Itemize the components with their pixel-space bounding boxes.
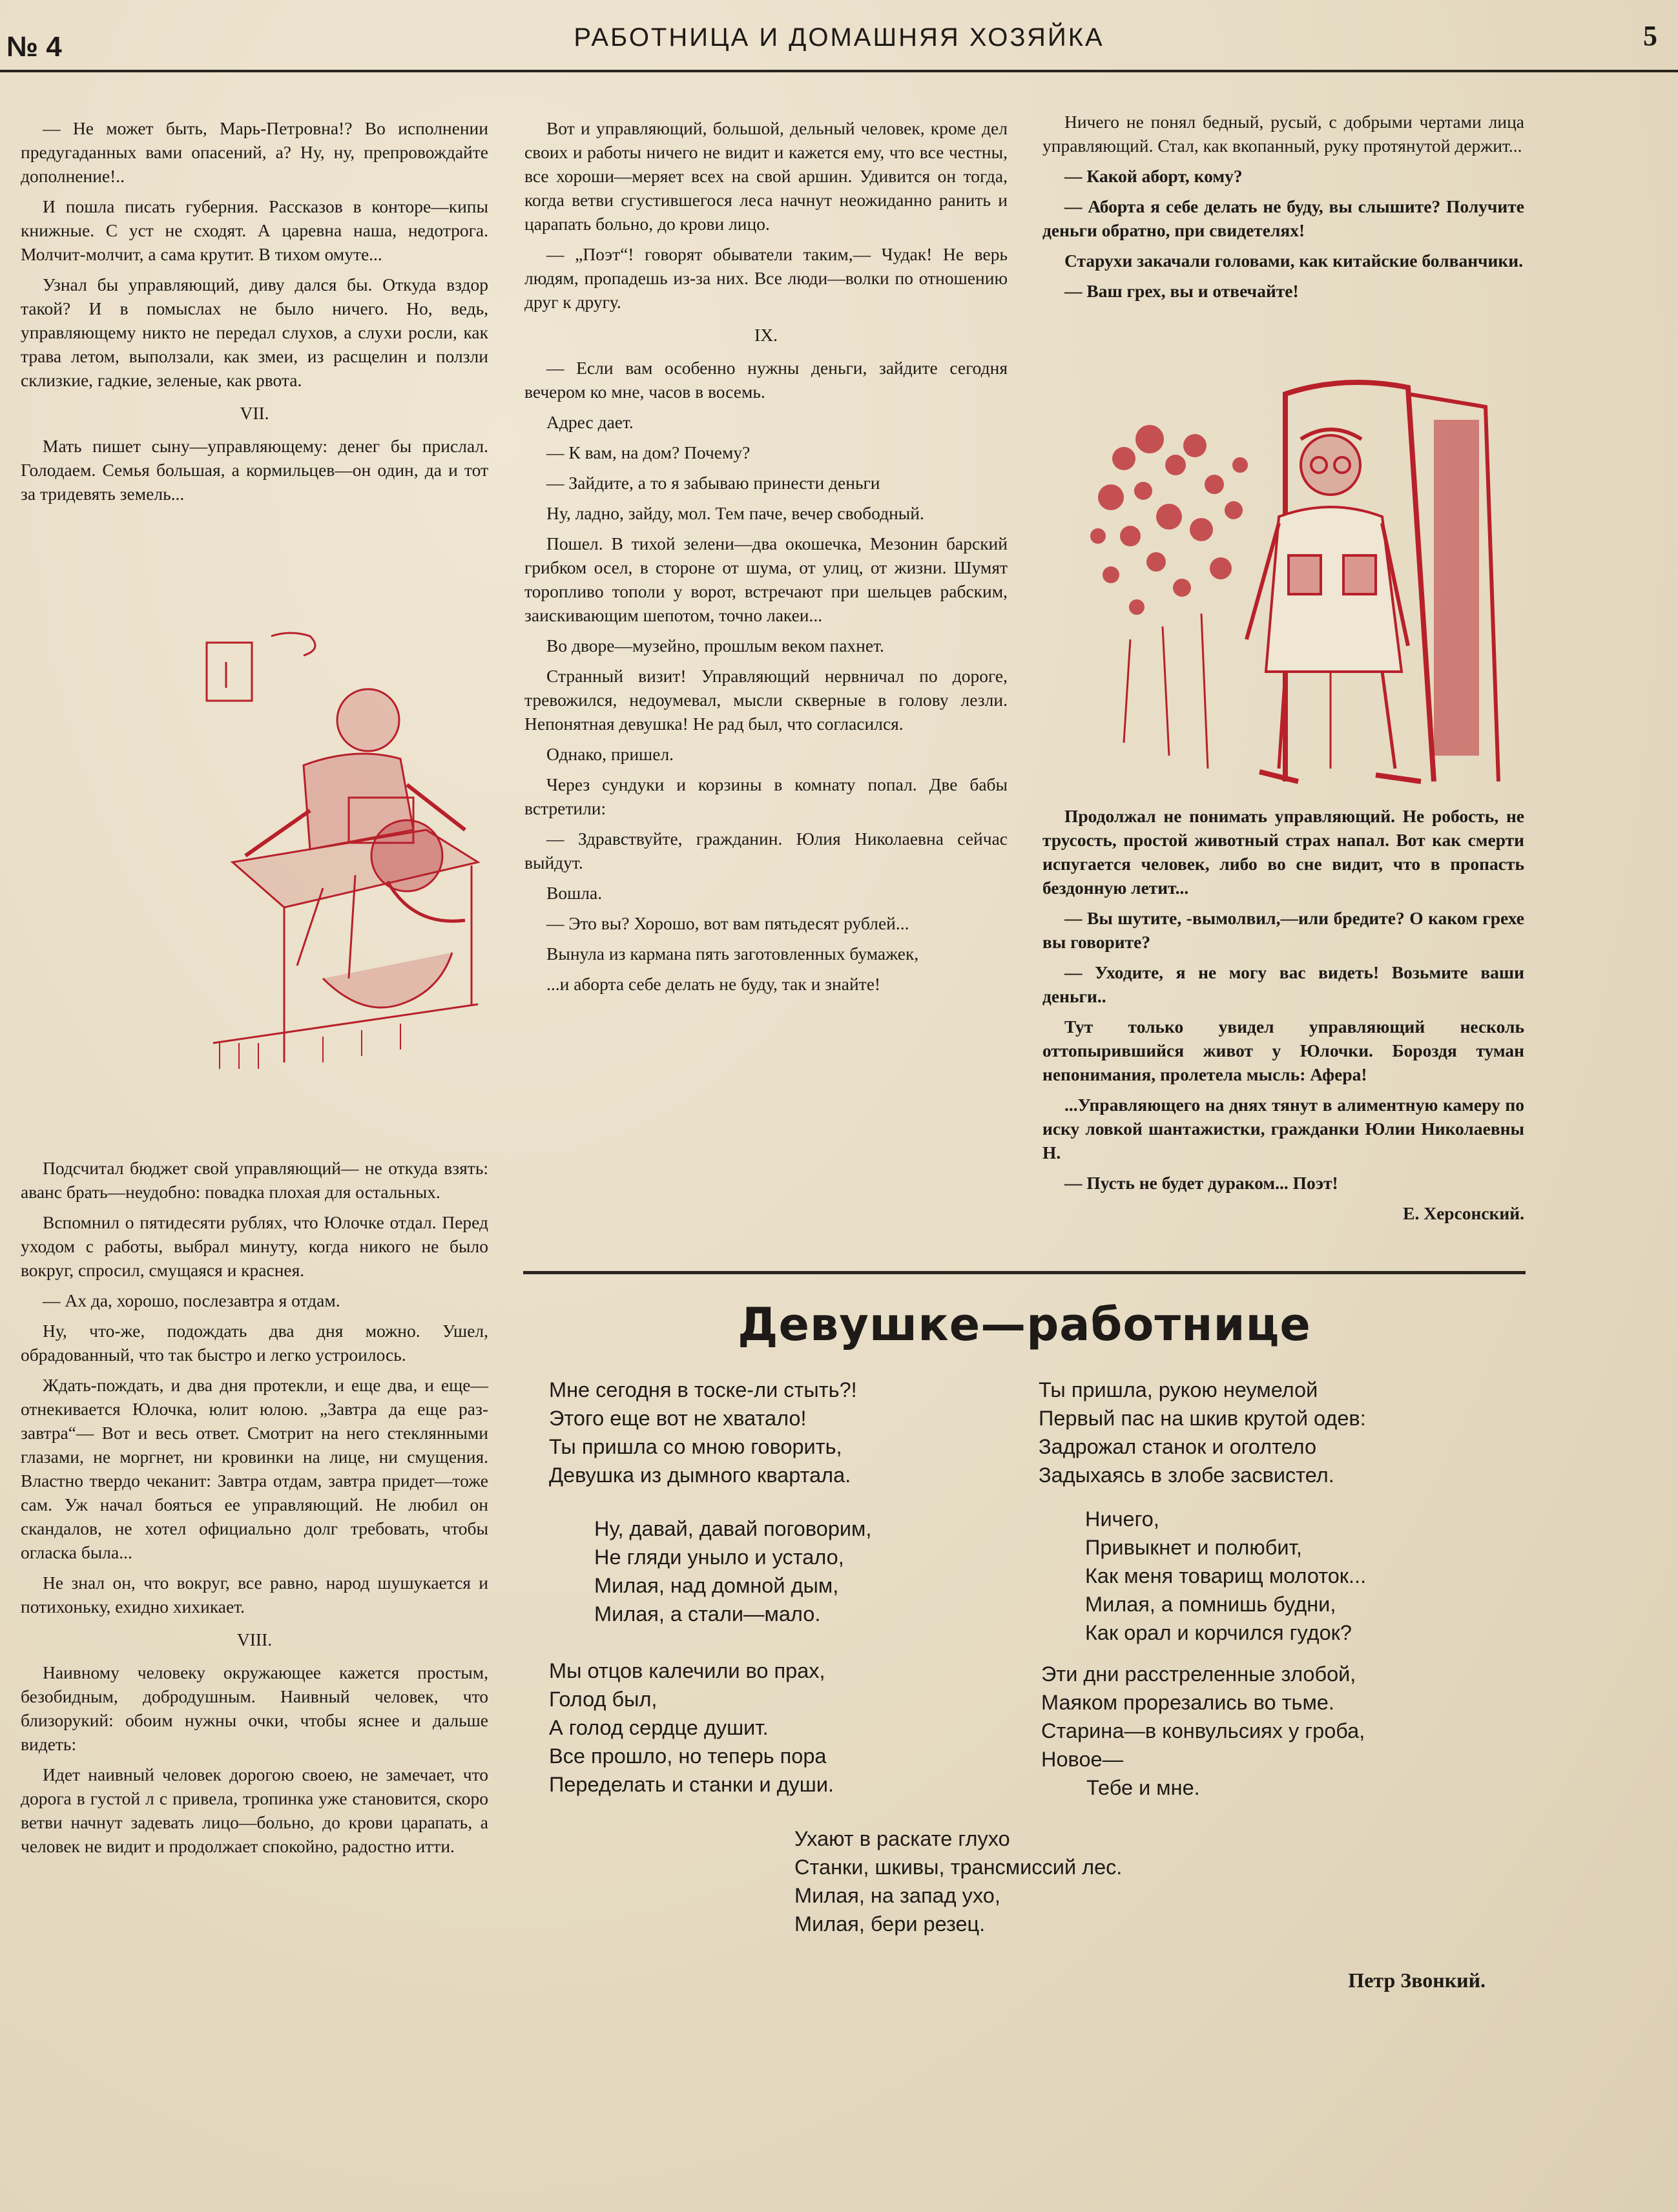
paragraph: — Аборта я себе делать не буду, вы слышите? Получите деньги обратно, при свидетелях! <box>1042 196 1524 240</box>
poem-line: Новое— <box>1041 1748 1124 1771</box>
poem-line: Ты пришла со мною говорить, <box>549 1435 842 1458</box>
paragraph: Узнал бы управляющий, диву дался бы. Откуда вздор такой? И в помыслах не было ничего. Но, ведь, управляющему никто не передал слухов, а слухи росли, как трава летом, выползали, как змеи, из расщелин и ползли склизкие, гадкие, зеленые, как рвота. <box>21 274 488 390</box>
poem-stanza-4 <box>1039 1376 1366 1489</box>
poem-author-signature: Петр Звонкий. <box>1348 1969 1486 1992</box>
paragraph: Вот и управляющий, большой, дельный человек, кроме дел своих и работы ничего не видит и кажется ему, что все честны, все хороши—меряет всех на свой аршин. Удивится он тогда, когда ветви сгустившегося леса начнут неожиданно ранить и царапать больно, до крови лицо. <box>524 118 1008 234</box>
paragraph: Идет наивный человек дорогою своею, не замечает, что дорога в густой л с привела, тропинка уже становится, скоро ветви начнут задевать лицо—больно, до крови царапать, а человек не видит и продолжает спокойно, радостно итти. <box>21 1764 488 1856</box>
section-heading-7: VII. <box>240 403 269 423</box>
poem-line: Станки, шкивы, трансмиссий лес. <box>794 1855 1123 1879</box>
poem-line: Милая, на запад ухо, <box>794 1884 1000 1907</box>
paragraph: Подсчитал бюджет свой управляющий— не откуда взять: аванс брать—неудобно: повадка плохая для остальных. <box>21 1158 488 1202</box>
paragraph: Вынула из кармана пять заготовленных бумажек, <box>546 944 919 964</box>
paragraph: — Здравствуйте, гражданин. Юлия Николаевна сейчас выйдут. <box>524 829 1008 873</box>
issue-number: № 4 <box>6 31 62 63</box>
poem-line: Как меня товарищ молоток... <box>1085 1564 1367 1587</box>
paragraph: ...Управляющего на днях тянут в алиментную камеру по иску ловкой шантажистки, гражданки Юлии Николаевны Н. <box>1042 1095 1524 1163</box>
illustration-man-at-table <box>194 617 491 1082</box>
section-divider <box>523 1271 1526 1274</box>
newspaper-title: РАБОТНИЦА И ДОМАШНЯЯ ХОЗЯЙКА <box>574 23 1104 52</box>
poem-line: Привыкнет и полюбит, <box>1085 1536 1302 1559</box>
poem-line: Мне сегодня в тоске-ли стыть?! <box>549 1378 857 1401</box>
paragraph: — Ваш грех, вы и отвечайте! <box>1064 281 1299 301</box>
column-1-bottom <box>21 1156 488 1865</box>
paragraph: Тут только увидел управляющий несколь оттопырившийся живот у Юлочки. Бороздя туман непонимания, пролетела мысль: Афера! <box>1042 1017 1524 1084</box>
paragraph: — „Поэт“! говорят обыватели таким,— Чудак! Не верь людям, пропадешь из-за них. Все люди—волки по отношению друг к другу. <box>524 244 1008 312</box>
paragraph: Пошел. В тихой зелени—два окошечка, Мезонин барский грибком осел, в стороне от шума, от улиц, от жизни. Шумят торопливо тополи у ворот, встречают при шельцев рабским, заискивающим шепотом, точно лакеи... <box>524 533 1008 625</box>
poem-stanza-3 <box>549 1657 834 1799</box>
poem-stanza-7 <box>794 1824 1122 1938</box>
paragraph: Во дворе—музейно, прошлым веком пахнет. <box>546 636 884 656</box>
paragraph: Странный визит! Управляющий нервничал по дороге, тревожился, недоумевал, мысли скверные в голову лезли. Непонятная девушка! Не рад был, что согласился. <box>524 666 1008 734</box>
paragraph: ...и аборта себе делать не буду, так и знайте! <box>546 974 881 994</box>
paragraph: Ничего не понял бедный, русый, с добрыми чертами лица управляющий. Стал, как вкопанный, руку протянутой держит... <box>1042 112 1524 156</box>
section-heading-9: IX. <box>754 325 778 345</box>
poem-stanza-1 <box>549 1376 857 1489</box>
paragraph: Наивному человеку окружающее кажется простым, безобидным, добродушным. Наивный человек, что близорукий: обоим нужны очки, чтобы яснее и дальше видеть: <box>21 1662 488 1754</box>
poem-line: Милая, а стали—мало. <box>594 1602 821 1626</box>
paragraph: Мать пишет сыну—управляющему: денег бы прислал. Голодаем. Семья большая, а кормильцев—он один, да и тот за тридевять земель... <box>21 436 488 504</box>
paragraph: — Зайдите, а то я забываю принести деньги <box>546 473 880 493</box>
poem-line: А голод сердце душит. <box>549 1716 769 1739</box>
paragraph: И пошла писать губерния. Рассказов в конторе—кипы книжные. С уст не сходят. А царевна наша, недотрога. Молчит-молчит, а сама крутит. В тихом омуте... <box>21 196 488 264</box>
poem-line: Первый пас на шкив крутой одев: <box>1039 1407 1366 1430</box>
poem-line: Не гляди уныло и устало, <box>594 1545 844 1569</box>
section-heading-8: VIII. <box>236 1629 273 1649</box>
poem-line: Этого еще вот не хватало! <box>549 1407 807 1430</box>
paragraph: — Пусть не будет дураком... Поэт! <box>1064 1173 1338 1193</box>
paragraph: — Ах да, хорошо, послезавтра я отдам. <box>43 1290 340 1310</box>
paragraph: — Если вам особенно нужны деньги, зайдите сегодня вечером ко мне, часов в восемь. <box>524 358 1008 402</box>
poem-line: Как орал и корчился гудок? <box>1085 1621 1352 1644</box>
poem-stanza-5 <box>1085 1505 1366 1647</box>
poem-title: Девушке—работнице <box>738 1298 1311 1351</box>
poem-line: Ну, давай, давай поговорим, <box>594 1517 872 1540</box>
paragraph: Вспомнил о пятидесяти рублях, что Юлочке отдал. Перед уходом с работы, выбрал минуту, когда никого не было вокруг, спросил, смущаяся и краснея. <box>21 1212 488 1280</box>
poem-line: Ты пришла, рукою неумелой <box>1039 1378 1318 1401</box>
paragraph: — Не может быть, Марь-Петровна!? Во исполнении предугаданных вами опасений, а? Ну, ну, препровождайте дополнение!.. <box>21 118 488 186</box>
poem-line: Голод был, <box>549 1688 658 1711</box>
paragraph: Ждать-пождать, и два дня протекли, и еще два, и еще—отнекивается Юлочка, юлит юлою. „Завтра да еще раз-завтра“— Вот и весь ответ. Смотрит на него стеклянными глазами, не моргнет, ни кровинки на лице, ни смущения. Властно твердо чеканит: Завтра отдам, завтра придет—тоже сам. Уж начал бояться ее управляющий. Не любил он скандалов, не хотел официально долг требовать, чтобы огласка была... <box>21 1375 488 1562</box>
poem-stanza-2 <box>594 1514 871 1628</box>
paragraph: Ну, ладно, зайду, мол. Тем паче, вечер свободный. <box>546 503 924 523</box>
column-3-top <box>1042 110 1524 309</box>
paragraph: Ну, что-же, подождать два дня можно. Ушел, обрадованный, что так быстро и легко устроилось. <box>21 1321 488 1365</box>
paragraph: Не знал он, что вокруг, все равно, народ шушукается и потихоньку, ехидно хихикает. <box>21 1573 488 1617</box>
paragraph: — Вы шутите, -вымолвил,—или бредите? О каком грехе вы говорите? <box>1042 908 1524 952</box>
illustration-man-in-doorway <box>1072 368 1518 801</box>
paragraph: — К вам, на дом? Почему? <box>546 442 751 462</box>
paragraph: Однако, пришел. <box>546 744 674 764</box>
poem-line: Мы отцов калечили во прах, <box>549 1659 825 1682</box>
page-number: 5 <box>1643 20 1657 52</box>
poem-line: Маяком прорезались во тьме. <box>1041 1691 1334 1714</box>
poem-line: Тебе и мне. <box>1086 1776 1200 1799</box>
column-1-top <box>21 116 488 512</box>
paragraph: — Это вы? Хорошо, вот вам пятьдесят рублей... <box>546 913 909 933</box>
poem-line: Старина—в конвульсиях у гроба, <box>1041 1719 1365 1742</box>
paragraph: Старухи закачали головами, как китайские болванчики. <box>1064 251 1523 271</box>
poem-line: Милая, над домной дым, <box>594 1574 839 1597</box>
author-signature: Е. Херсонский. <box>1403 1203 1524 1223</box>
poem-line: Ничего, <box>1085 1507 1159 1531</box>
paragraph: — Уходите, я не могу вас видеть! Возьмите ваши деньги.. <box>1042 962 1524 1006</box>
poem-line: Задыхаясь в злобе засвистел. <box>1039 1463 1334 1487</box>
poem-line: Задрожал станок и оголтело <box>1039 1435 1317 1458</box>
poem-line: Переделать и станки и души. <box>549 1773 834 1796</box>
column-2 <box>524 116 1008 1002</box>
paragraph: Вошла. <box>546 883 603 903</box>
poem-line: Ухают в раскате глухо <box>794 1827 1010 1850</box>
poem-stanza-6 <box>1041 1660 1365 1802</box>
header-rule <box>0 70 1678 72</box>
paragraph: Через сундуки и корзины в комнату попал. Две бабы встретили: <box>524 774 1008 818</box>
paragraph: Продолжал не понимать управляющий. Не робость, не трусость, простой животный страх напал. Вот как смерти испугается человек, либо во сне видит, что в пропасть бездонную летит... <box>1042 806 1524 898</box>
poem-line: Девушка из дымного квартала. <box>549 1463 851 1487</box>
column-3-bottom <box>1042 804 1524 1232</box>
poem-line: Милая, бери резец. <box>794 1912 986 1936</box>
paragraph: — Какой аборт, кому? <box>1064 166 1243 186</box>
poem-line: Милая, а помнишь будни, <box>1085 1593 1336 1616</box>
paragraph: Адрес дает. <box>546 412 634 432</box>
poem-line: Все прошло, но теперь пора <box>549 1744 827 1768</box>
poem-line: Эти дни расстреленные злобой, <box>1041 1662 1356 1686</box>
